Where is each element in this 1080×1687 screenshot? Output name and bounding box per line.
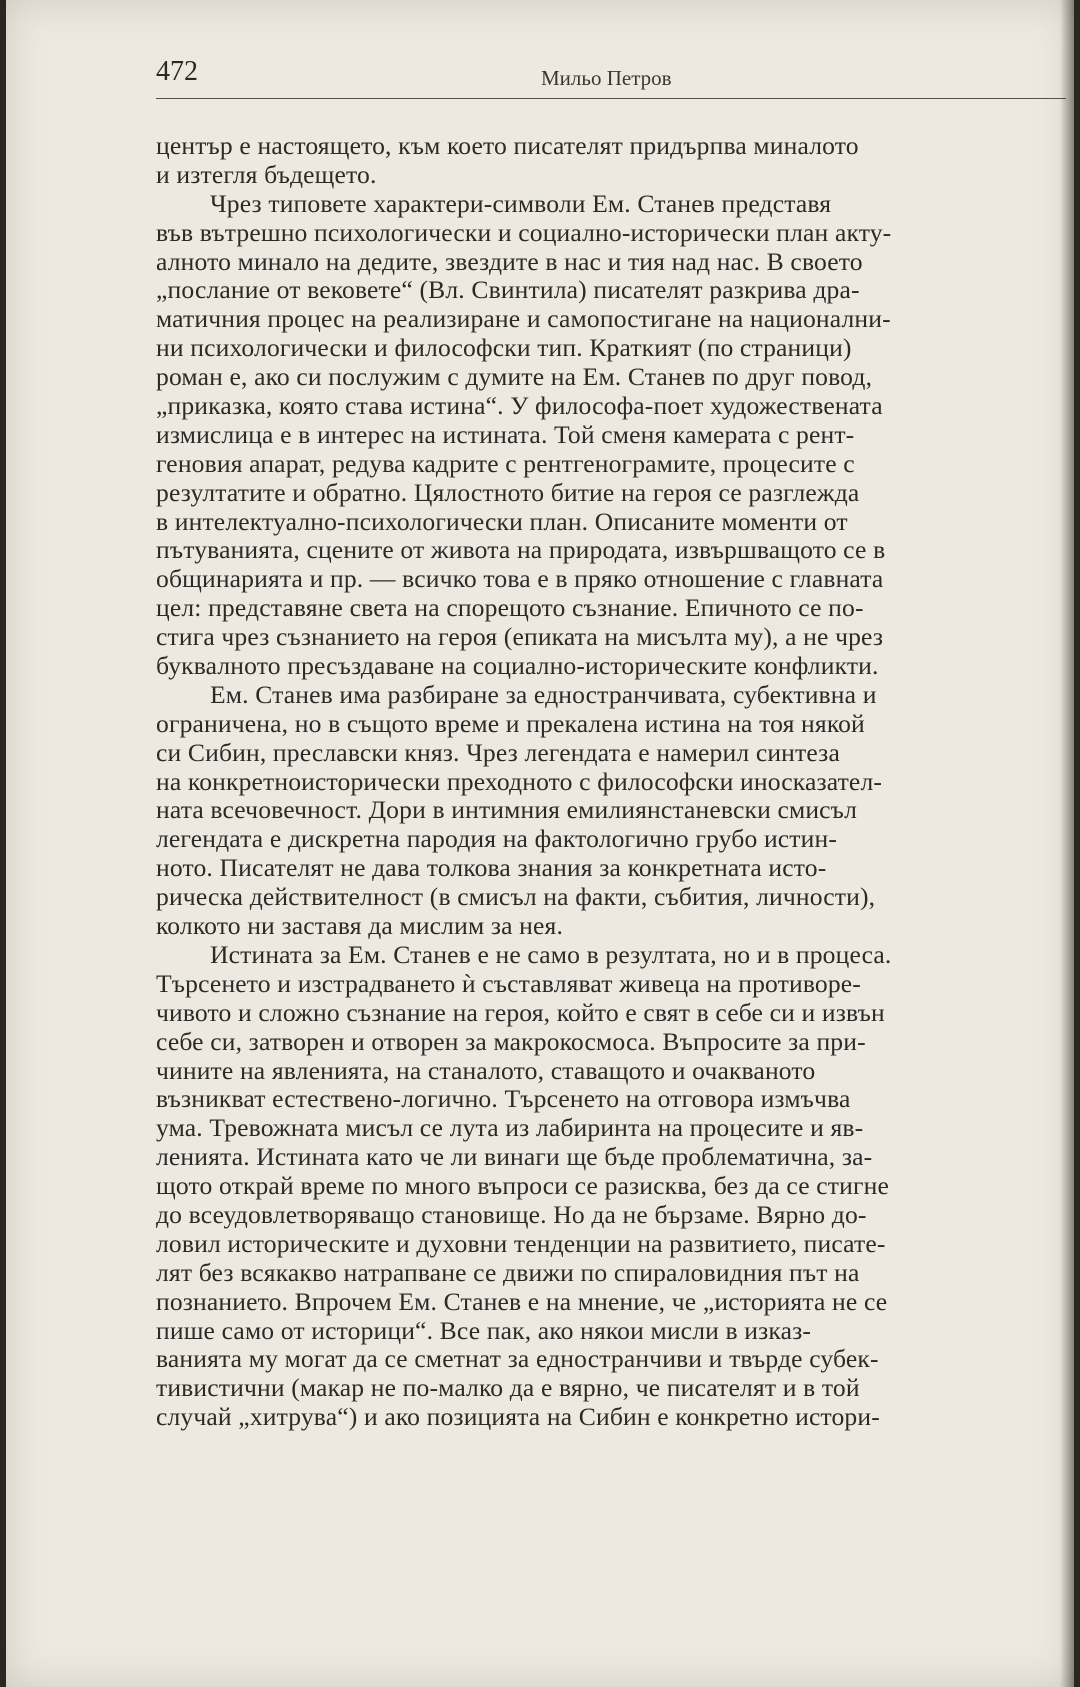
text-line: геновия апарат, редува кадрите с рентгенограмите, процесите с (156, 448, 855, 478)
text-line: в интелектуално-психологически план. Описаните моменти от (156, 506, 848, 536)
text-line: ни психологически и философски тип. Краткият (по страници) (156, 333, 852, 363)
paragraph (156, 681, 1074, 941)
text-line: лят без всякакво натрапване се движи по спираловидния път на (156, 1257, 860, 1287)
page-number: 472 (156, 56, 198, 87)
text-line: ната всечовечност. Дори в интимния емилиянстаневски смисъл (156, 795, 857, 825)
text-line: ленията. Истината като че ли винаги ще бъде проблематична, за- (156, 1142, 873, 1172)
text-line: тивистични (макар не по-малко да е вярно, че писателят и в той (156, 1373, 860, 1403)
text-line: възникват естествено-логично. Търсенето на отговора измъчва (156, 1084, 851, 1114)
paragraph (156, 190, 1074, 681)
text-line: пътуванията, сцените от живота на природата, извършващото се в (156, 535, 886, 565)
text-line: център е настоящето, към което писателят придърпва миналото (156, 131, 859, 160)
text-line: щото открай време по много въпроси се разисква, без да се стигне (156, 1171, 889, 1201)
text-line: легендата е дискретна пародия на фактологично грубо истин- (156, 824, 838, 854)
text-line: ванията му могат да се сметнат за едностранчиви и твърде субек- (156, 1344, 879, 1374)
text-line: общинарията и пр. — всичко това е в пряко отношение с главната (156, 564, 884, 594)
text-line: алното минало на дедите, звездите в нас и тия над нас. В своето (156, 246, 863, 276)
text-line: роман е, ако си послужим с думите на Ем. Станев по друг повод, (156, 362, 873, 392)
text-line: Истината за Ем. Станев е не само в резултата, но и в процеса. (210, 939, 892, 969)
text-line: чивото и сложно съзнание на героя, който е свят в себе си и извън (156, 997, 885, 1027)
text-line: измислица е в интерес на истината. Той сменя камерата с рент- (156, 419, 855, 449)
body-text (156, 132, 1074, 1432)
text-line: стига чрез съзнанието на героя (епиката на мисълта му), а не чрез (156, 622, 884, 652)
page-header (156, 56, 1066, 99)
text-line: пише само от историци“. Все пак, ако някои мисли в изказ- (156, 1315, 812, 1345)
text-line: резултатите и обратно. Цялостното битие на героя се разглежда (156, 477, 860, 507)
text-line: цел: представяне света на спорещото съзнание. Епичното се по- (156, 593, 864, 623)
text-line: буквалното пресъздаване на социално-историческите конфликти. (156, 651, 879, 681)
text-line: „послание от вековете“ (Вл. Свинтила) писателят разкрива дра- (156, 275, 860, 305)
running-head: Мильо Петров (541, 66, 672, 90)
text-line: Търсенето и изстрадването ѝ съставляват живеца на противоре- (156, 968, 861, 998)
text-line: познанието. Впрочем Ем. Станев е на мнение, че „историята не се (156, 1286, 888, 1316)
text-line: колкото ни заставя да мислим за нея. (156, 911, 563, 941)
text-line: си Сибин, преславски княз. Чрез легендата е намерил синтеза (156, 737, 840, 767)
book-page (6, 0, 1074, 1687)
text-line: матичния процес на реализиране и самопостигане на национални- (156, 304, 891, 334)
text-line: Ем. Станев има разбиране за едностранчивата, субективна и (210, 679, 877, 709)
paragraph (156, 941, 1074, 1432)
text-line: чините на явленията, на станалото, ставащото и очакваното (156, 1055, 816, 1085)
text-line: ума. Тревожната мисъл се лута из лабиринта на процесите и яв- (156, 1113, 864, 1143)
text-line: ното. Писателят не дава толкова знания за конкретната исто- (156, 853, 827, 883)
text-line: във вътрешно психологически и социално-исторически план акту- (156, 217, 892, 247)
text-line: рическа действителност (в смисъл на факти, събития, личности), (156, 882, 876, 912)
text-line: до всеудовлетворяващо становище. Но да не бързаме. Вярно до- (156, 1199, 867, 1229)
text-line: на конкретноисторически преходното с философски иносказател- (156, 766, 883, 796)
text-line: Чрез типовете характери-символи Ем. Станев представя (210, 188, 832, 218)
text-line: себе си, затворен и отворен за макрокосмоса. Въпросите за при- (156, 1026, 866, 1056)
paragraph (156, 132, 1074, 190)
text-line: „приказка, която става истина“. У философа-поет художествената (156, 391, 883, 421)
text-line: случай „хитрува“) и ако позицията на Сибин е конкретно истори- (156, 1402, 880, 1432)
text-line: ограничена, но в същото време и прекалена истина на тоя някой (156, 708, 865, 738)
text-line: и изтегля бъдещето. (156, 159, 377, 189)
text-line: ловил историческите и духовни тенденции на развитието, писате- (156, 1228, 886, 1258)
